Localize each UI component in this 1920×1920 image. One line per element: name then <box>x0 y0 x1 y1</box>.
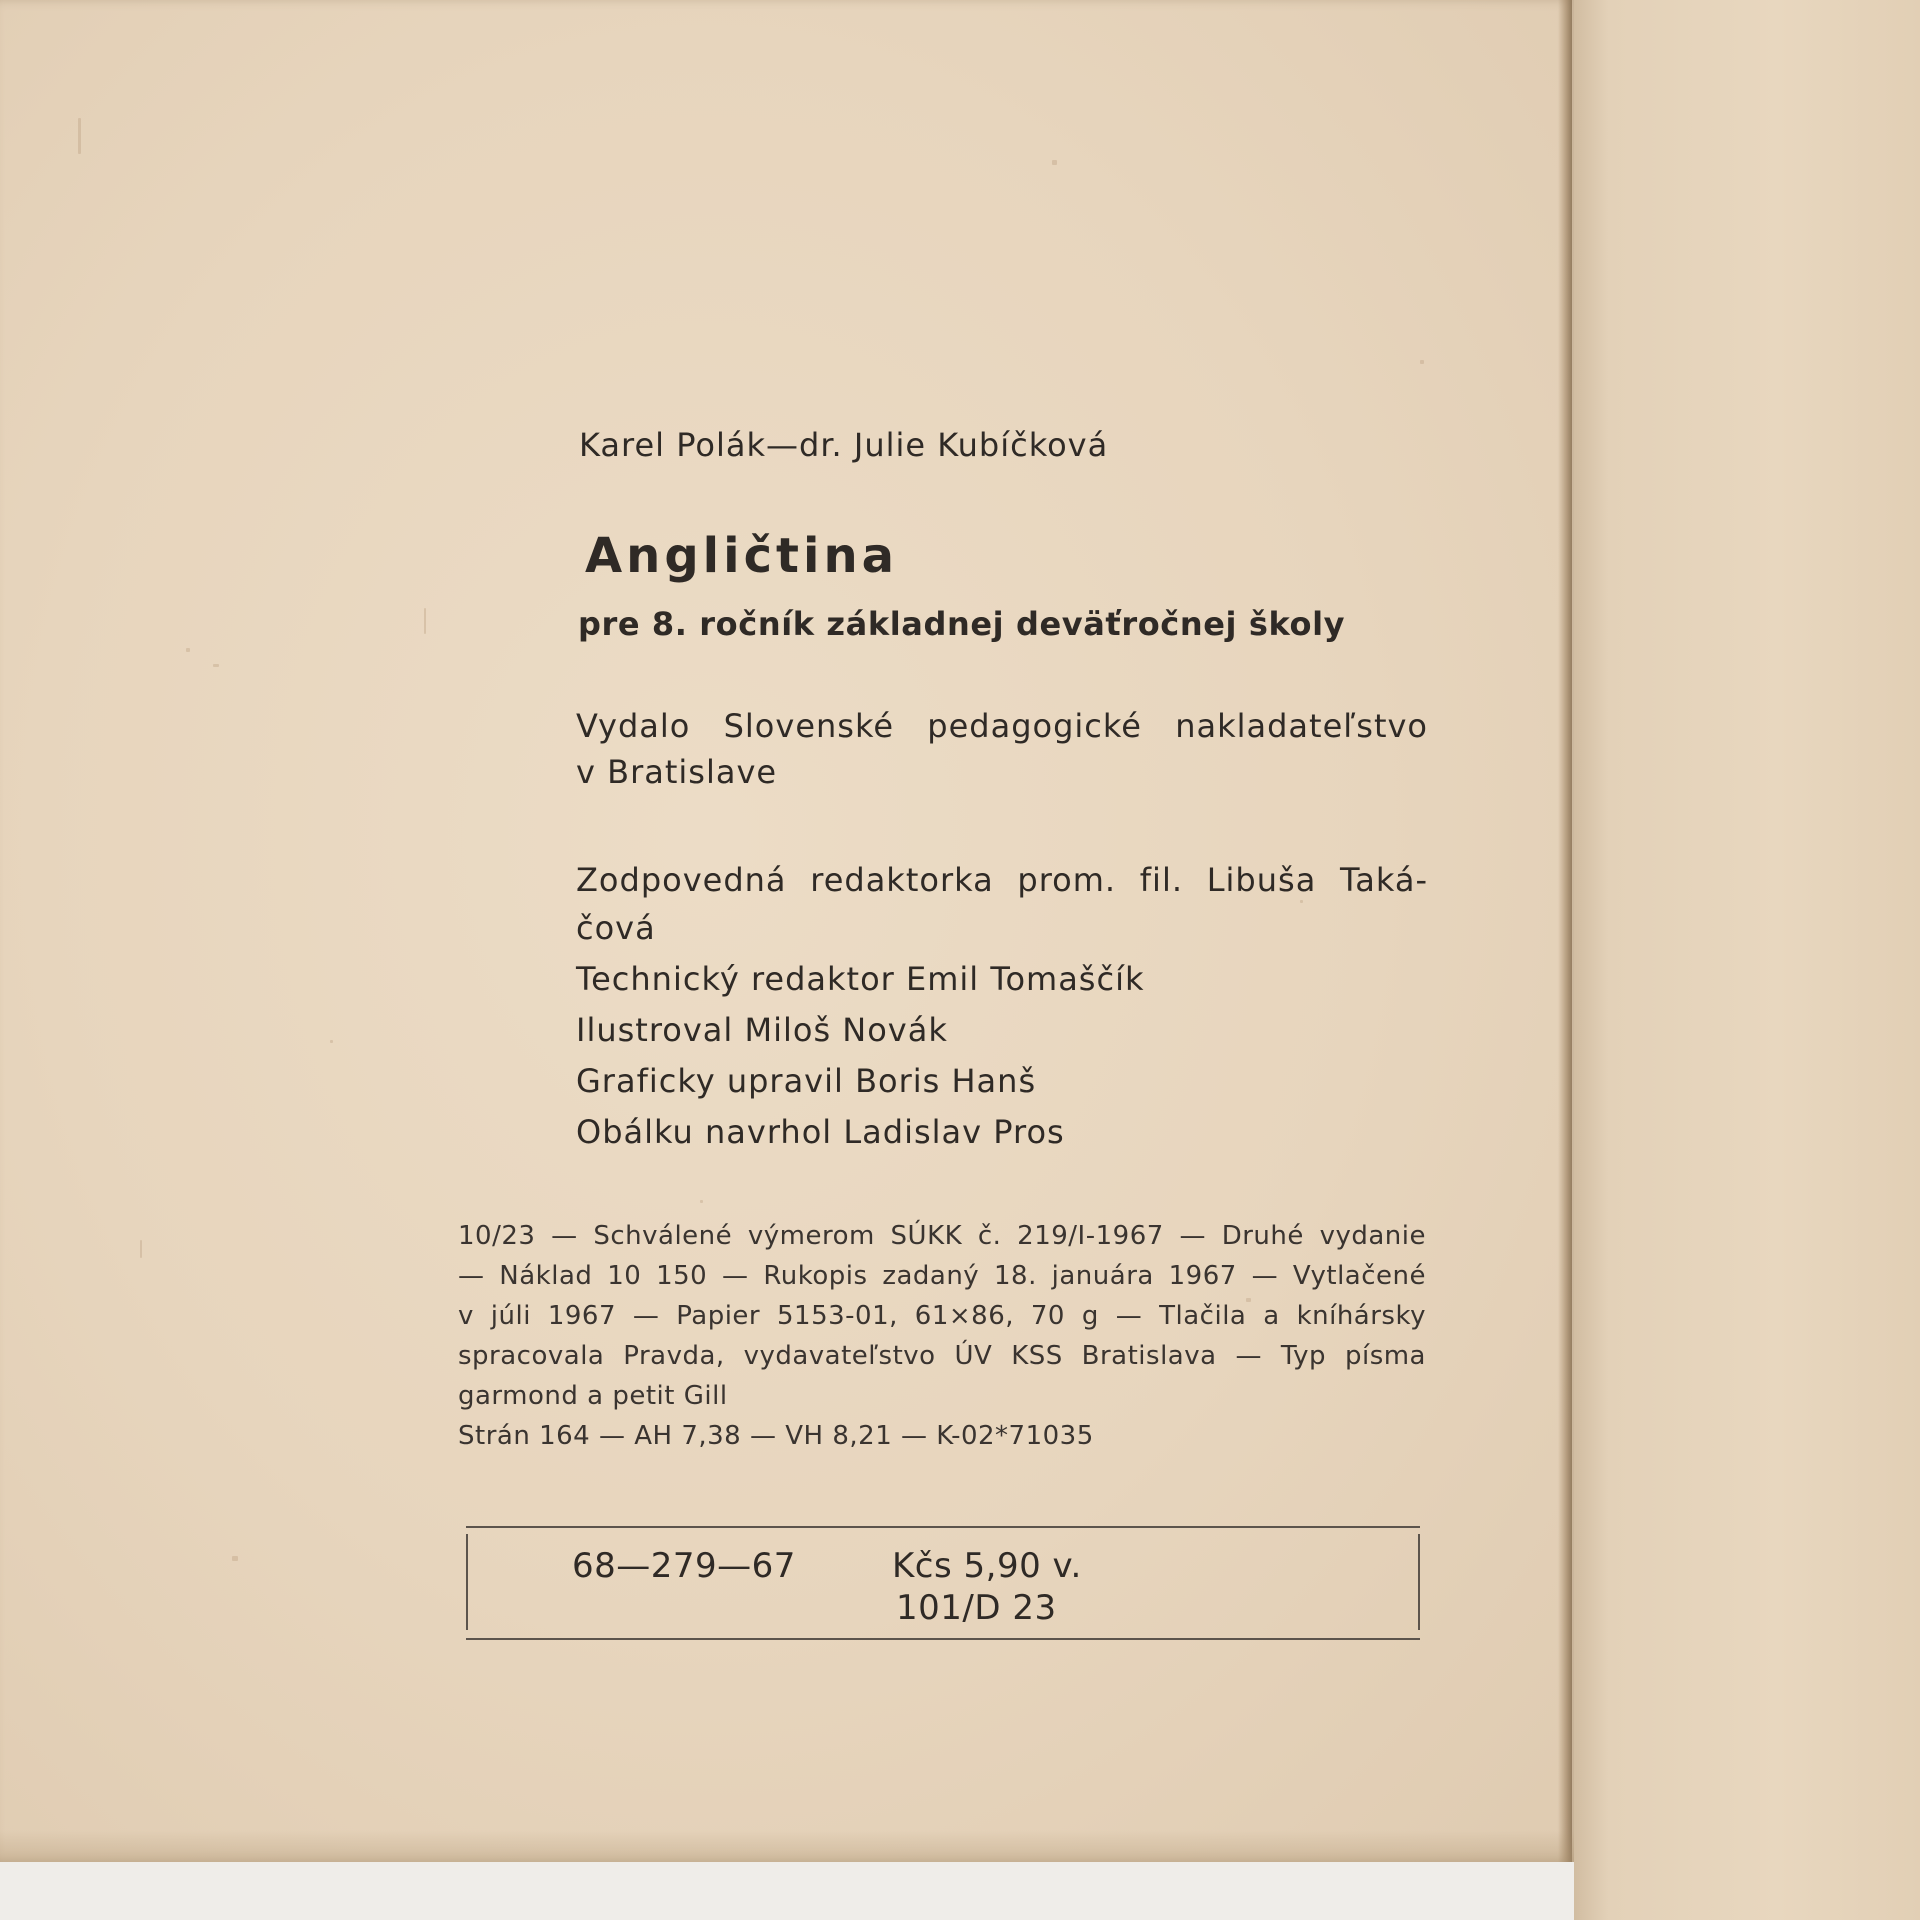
credits-block <box>576 856 1428 1156</box>
credit-cover-design: Obálku navrhol Ladislav Pros <box>576 1113 1065 1151</box>
imprint-last-line: Strán 164 — AH 7,38 — VH 8,21 — K-02*71035 <box>458 1421 1094 1451</box>
publisher-line: Vydalo Slovenské pedagogické nakladateľstvo <box>576 707 1428 745</box>
imprint-line: garmond a petit Gill <box>458 1381 728 1411</box>
book-authors: Karel Polák—dr. Julie Kubíčková <box>579 426 1109 464</box>
credit-editor: Zodpovedná redaktorka prom. fil. Libuša Taká- <box>576 861 1428 899</box>
book-gutter <box>1558 0 1572 1862</box>
imprint-line: v júli 1967 — Papier 5153-01, 61×86, 70 g — Tlačila a kníhársky <box>458 1301 1426 1331</box>
publisher-line: v Bratislave <box>576 753 778 791</box>
price-box <box>466 1526 1420 1640</box>
imprint-line: spracovala Pravda, vydavateľstvo ÚV KSS Bratislava — Typ písma <box>458 1341 1426 1371</box>
book-title: Angličtina <box>585 528 898 584</box>
surface-below <box>0 1862 1574 1920</box>
credit-editor-continued: čová <box>576 909 656 947</box>
credit-graphic-design: Graficky upravil Boris Hanš <box>576 1062 1037 1100</box>
imprint-line: — Náklad 10 150 — Rukopis zadaný 18. januára 1967 — Vytlačené <box>458 1261 1426 1291</box>
imprint-line: 10/23 — Schválené výmerom SÚKK č. 219/I-1967 — Druhé vydanie <box>458 1221 1426 1251</box>
catalog-code: 68—279—67 <box>572 1546 796 1586</box>
book-subtitle: pre 8. ročník základnej deväťročnej školy <box>578 605 1346 643</box>
credit-technical-editor: Technický redaktor Emil Tomaščík <box>576 960 1145 998</box>
imprint-block <box>458 1216 1426 1456</box>
price-number: 101/D 23 <box>896 1588 1057 1628</box>
credit-illustrator: Ilustroval Miloš Novák <box>576 1011 948 1049</box>
publisher-block <box>576 703 1428 795</box>
price-value: Kčs 5,90 v. <box>892 1546 1082 1586</box>
facing-page <box>1566 0 1920 1920</box>
